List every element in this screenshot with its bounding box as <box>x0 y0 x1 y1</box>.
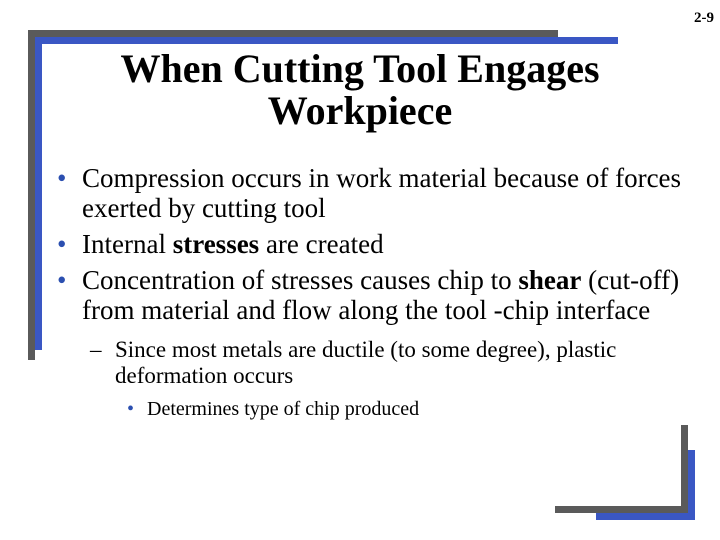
sub-bullet-text: Since most metals are ductile (to some degree), plastic deformation occurs <box>115 337 617 388</box>
bullet-text-post: (cut-off) from material and flow along the tool -chip interface <box>82 265 680 325</box>
frame-top-left-blue-horizontal <box>38 37 618 44</box>
bullet-dot-icon: • <box>57 229 67 259</box>
frame-top-left-gray-vertical <box>28 30 35 360</box>
dash-icon: – <box>90 337 102 362</box>
bullet-dot-icon: • <box>57 265 67 295</box>
sub-sub-bullet-item <box>57 397 697 421</box>
frame-top-left-blue-vertical <box>35 37 42 350</box>
bullet-dot-icon: • <box>127 398 135 420</box>
bullet-text-bold: stresses <box>172 229 260 259</box>
slide-title: When Cutting Tool Engages Workpiece <box>120 46 600 133</box>
bullet-item-2 <box>57 229 697 259</box>
bullet-text-post: are created <box>259 229 384 259</box>
bullet-text-pre: Internal <box>82 229 173 259</box>
bullet-text-pre: Concentration of stresses causes chip to <box>82 265 519 295</box>
bullet-text: Compression occurs in work material because of forces exerted by cutting tool <box>82 163 682 223</box>
bullet-item-3 <box>57 265 697 325</box>
bullet-text-bold: shear <box>518 265 582 295</box>
sub-bullet-item <box>57 337 697 389</box>
frame-bottom-right-gray-vertical <box>681 425 688 513</box>
frame-bottom-right-blue-horizontal <box>596 513 695 520</box>
bullet-item-1 <box>57 163 697 223</box>
slide-number: 2-9 <box>694 10 714 26</box>
sub-sub-bullet-text: Determines type of chip produced <box>147 398 420 420</box>
bullet-list <box>57 163 697 421</box>
frame-top-left-gray-horizontal <box>28 30 558 37</box>
frame-bottom-right-gray-horizontal <box>555 506 688 513</box>
bullet-dot-icon: • <box>57 163 67 193</box>
frame-bottom-right-blue-vertical <box>688 450 695 518</box>
